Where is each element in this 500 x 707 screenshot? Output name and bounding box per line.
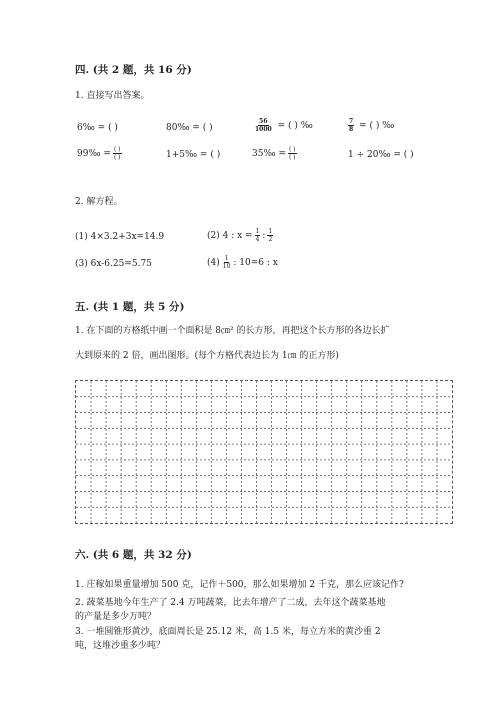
q1-item-4: $\frac{7}{8}$ = ( ) ‰ (349, 118, 395, 133)
q1-item-2: 80‰ = ( ) (166, 123, 213, 133)
sec6-question-3-line-1: 3. 一堆圆锥形黄沙，底面周长是 25.12 米，高 1.5 米，每立方米的黄沙重 2 (75, 627, 381, 637)
q1-title: 1. 直接写出答案。 (75, 91, 150, 101)
section-6-heading: 六. (共 6 题，共 32 分) (75, 549, 192, 561)
q1-item-1: 6‰ = ( ) (77, 123, 118, 133)
equation-2: (2) 4 : x = $\frac{1}{4}$ : $\frac{1}{2}$ (207, 228, 273, 243)
grid-paper[interactable] (75, 380, 453, 524)
fraction: $\frac{( )}{( )}$ (113, 146, 121, 161)
q1-item-6: 1+5‰ = ( ) (166, 150, 221, 160)
sec5-question-line-2: 大到原来的 2 倍，画出图形。(每个方格代表边长为 1㎝ 的正方形) (75, 351, 339, 361)
sec5-question-line-1: 1. 在下面的方格纸中画一个面积是 8㎝² 的长方形，再把这个长方形的各边长扩 (75, 326, 390, 336)
sec6-question-2-line-1: 2. 蔬菜基地今年生产了 2.4 万吨蔬菜，比去年增产了二成，去年这个蔬菜基地 (75, 598, 386, 608)
q1-item-3: $\frac{56}{1000}$ = ( ) ‰ (255, 118, 313, 133)
section-4-heading: 四. (共 2 题，共 16 分) (75, 64, 192, 76)
equation-3: (3) 6x-6.25=5.75 (75, 259, 152, 269)
q1-item-7: 35‰ = $\frac{( )}{( )}$ (252, 146, 296, 161)
q2-title: 2. 解方程。 (75, 197, 123, 207)
section-5-heading: 五. (共 1 题，共 5 分) (75, 301, 185, 313)
sec6-question-2-line-2: 的产量是多少万吨？ (75, 612, 157, 622)
fraction: $\frac{1}{10}$ (222, 255, 231, 270)
sec6-question-3-line-2: 吨，这堆沙重多少吨？ (75, 641, 166, 651)
sec6-question-1: 1. 庄稼如果重量增加 500 克，记作＋500，那么如果增加 2 千克，那么应该记作? (75, 580, 404, 590)
fraction: $\frac{1}{4}$ (255, 228, 260, 243)
equation-1: (1) 4×3.2+3x=14.9 (75, 232, 165, 242)
fraction: $\frac{1}{2}$ (268, 228, 273, 243)
grid-lines (76, 381, 452, 523)
equation-4: (4) $\frac{1}{10}$ : 10=6 : x (207, 255, 278, 270)
fraction: $\frac{56}{1000}$ (255, 118, 272, 133)
q1-item-8: 1 ÷ 20‰ = ( ) (348, 150, 414, 160)
fraction: $\frac{7}{8}$ (349, 118, 354, 133)
fraction: $\frac{( )}{( )}$ (288, 146, 296, 161)
q1-item-5: 99‰ = $\frac{( )}{( )}$ (77, 146, 121, 161)
